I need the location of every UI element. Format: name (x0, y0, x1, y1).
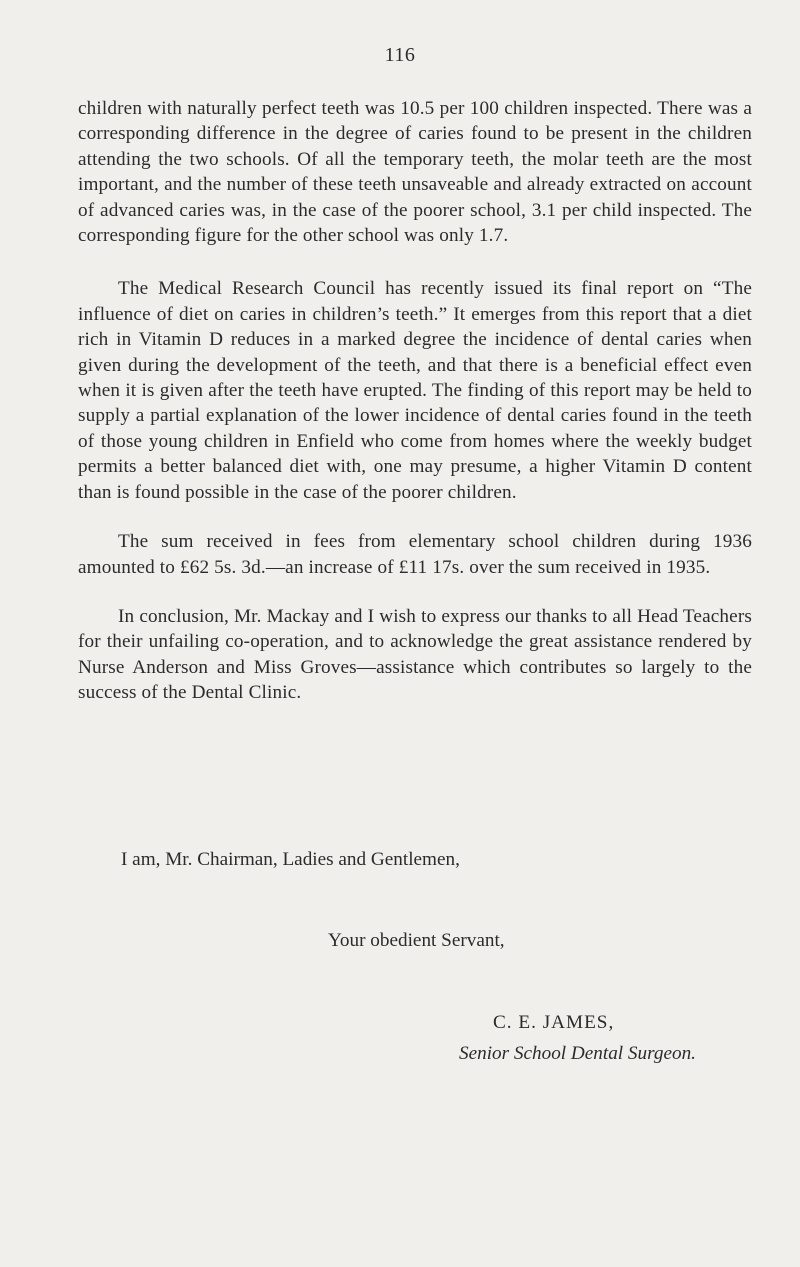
paragraph-continuation: children with naturally perfect teeth was 10.5 per 100 children inspected. There was a corresponding difference in the degree of caries found to be present in the children attending the two schools. Of all the temporary teeth, the molar teeth are the most important, and the number of these teeth unsaveable and already extracted on account of advanced caries was, in the case of the poorer school, 3.1 per child inspected. The corresponding figure for the other school was only 1.7. (78, 98, 752, 247)
closing-valediction: Your obedient Servant, (328, 930, 505, 951)
signature-name: C. E. JAMES, (493, 1012, 615, 1033)
signature-title: Senior School Dental Surgeon. (459, 1043, 696, 1064)
body-text (78, 96, 752, 706)
closing-salutation: I am, Mr. Chairman, Ladies and Gentlemen, (121, 849, 460, 870)
paragraph-medical-research: The Medical Research Council has recently issued its final report on “The influence of diet on caries in children’s teeth.” It emerges from this report that a diet rich in Vitamin D reduces in a marked degree the incidence of dental caries when given during the development of the teeth, and that there is a beneficial effect even when it is given after the teeth have erupted. The finding of this report may be held to supply a partial explanation of the lower incidence of dental caries found in the teeth of those young children in Enfield who come from homes where the weekly budget permits a better balanced diet with, one may presume, a higher Vitamin D content than is found possible in the case of the poorer children. (78, 278, 752, 503)
paragraph-conclusion: In conclusion, Mr. Mackay and I wish to express our thanks to all Head Teachers for their unfailing co-operation, and to acknowledge the great assistance rendered by Nurse Anderson and Miss Groves—assistance which contributes so largely to the success of the Dental Clinic. (78, 605, 752, 704)
paragraph-fees: The sum received in fees from elementary school children during 1936 amounted to £62 5s. 3d.—an increase of £11 17s. over the sum received in 1935. (78, 531, 752, 578)
page-number: 116 (384, 44, 416, 66)
